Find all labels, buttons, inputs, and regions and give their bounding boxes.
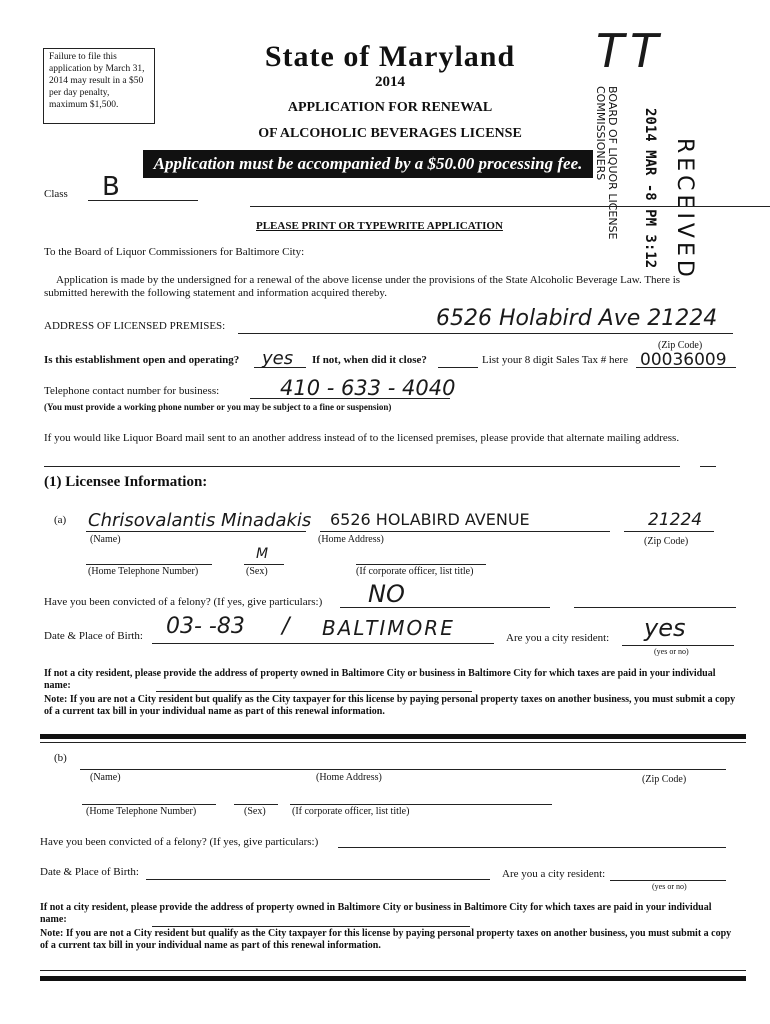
- a-yes-no-label: (yes or no): [654, 647, 689, 656]
- a-nonresident-note: Note: If you are not a City resident but qualify as the City taxpayer for this license by paying personal property taxes on another business, you must submit a copy of a current tax bill in your individual name as part of this renewal information.: [44, 694, 736, 717]
- b-sex-line[interactable]: [234, 804, 278, 805]
- open-value[interactable]: yes: [262, 348, 294, 369]
- a-nonresident-line[interactable]: [156, 691, 472, 692]
- premises-label: ADDRESS OF LICENSED PREMISES:: [44, 320, 226, 332]
- b-phone-line[interactable]: [82, 804, 216, 805]
- intro-paragraph: Application is made by the undersigned for a renewal of the above license under the provisions of the State Alcoholic Beverage Law. There is submitted herewith the following statement and information acquired thereby.: [44, 274, 681, 299]
- b-phone-label: (Home Telephone Number): [86, 806, 197, 817]
- a-dob-label: Date & Place of Birth:: [44, 630, 143, 642]
- licensee-b-marker: (b): [54, 752, 67, 764]
- a-resident-line: [622, 645, 734, 646]
- b-sex-label: (Sex): [244, 806, 266, 817]
- a-dob-line: [152, 643, 494, 644]
- b-name-line[interactable]: [80, 769, 726, 770]
- b-nonresident-line[interactable]: [152, 926, 470, 927]
- a-felony-label: Have you been convicted of a felony? (If yes, give particulars:): [44, 596, 323, 608]
- a-phone-label: (Home Telephone Number): [88, 566, 199, 577]
- b-zip-label: (Zip Code): [642, 774, 687, 785]
- b-resident-label: Are you a city resident:: [502, 868, 606, 880]
- a-address-value[interactable]: 6526 HOLABIRD AVENUE: [330, 510, 530, 529]
- b-dob-line[interactable]: [146, 879, 490, 880]
- application-title: APPLICATION FOR RENEWAL: [287, 100, 493, 115]
- a-felony-value[interactable]: NO: [368, 580, 405, 608]
- a-address-line: [320, 531, 610, 532]
- open-label: Is this establishment open and operating?: [44, 354, 240, 366]
- a-phone-line: [86, 564, 212, 565]
- penalty-notice: Failure to file this application by March 31, 2014 may result in a $50 per day penalty, maximum $1,500.: [43, 48, 155, 124]
- a-sex-label: (Sex): [246, 566, 268, 577]
- phone-label: Telephone contact number for business:: [44, 385, 220, 397]
- a-resident-value[interactable]: yes: [644, 614, 686, 642]
- premises-value[interactable]: 6526 Holabird Ave 21224: [436, 306, 718, 331]
- section-divider-a-thin: [40, 742, 746, 743]
- b-felony-line[interactable]: [338, 847, 726, 848]
- a-name-label: (Name): [90, 534, 121, 545]
- phone-value[interactable]: 410 - 633 - 4040: [280, 376, 456, 400]
- class-label: Class: [44, 188, 68, 200]
- b-yes-no-label: (yes or no): [652, 882, 687, 891]
- b-name-label: (Name): [90, 772, 121, 783]
- a-zip-label: (Zip Code): [644, 536, 689, 547]
- b-felony-label: Have you been convicted of a felony? (If yes, give particulars:): [40, 836, 319, 848]
- b-resident-line[interactable]: [610, 880, 726, 881]
- a-address-label: (Home Address): [318, 534, 384, 545]
- b-address-label: (Home Address): [316, 772, 382, 783]
- received-date-stamp: 2014 MAR -8 PM 3:12: [642, 108, 658, 269]
- licensee-section-title: (1) Licensee Information:: [44, 474, 208, 490]
- mail-note: If you would like Liquor Board mail sent to an another address instead of to the licensed premises, please provide that alternate mailing address.: [44, 432, 680, 444]
- closed-line: [438, 367, 478, 368]
- tax-value[interactable]: 00036009: [640, 350, 727, 370]
- a-nonresident-text: If not a city resident, please provide the address of property owned in Baltimore City or business in Baltimore City for which taxes are paid in your individual name:: [44, 668, 716, 691]
- tax-label: List your 8 digit Sales Tax # here: [482, 354, 628, 366]
- mail-line[interactable]: [44, 466, 680, 467]
- phone-note: (You must provide a working phone number or you may be subject to a fine or suspension): [44, 402, 392, 412]
- premises-zip-label: (Zip Code): [658, 340, 703, 351]
- a-dob-value[interactable]: 03- -83: [166, 614, 245, 639]
- premises-line: [238, 333, 733, 334]
- fee-banner: Application must be accompanied by a $50.00 processing fee.: [143, 150, 593, 178]
- a-officer-label: (If corporate officer, list title): [356, 566, 474, 577]
- b-nonresident-note: Note: If you are not a City resident but qualify as the City taxpayer for this license by paying personal property taxes on another business, you must submit a copy of a current tax bill in your individual name as part of this renewal information.: [40, 928, 732, 951]
- a-name-line: [86, 531, 306, 532]
- a-felony-line-2: [574, 607, 736, 608]
- class-value[interactable]: B: [102, 172, 120, 202]
- top-divider: [250, 206, 770, 207]
- licensee-a-marker: (a): [54, 514, 67, 526]
- section-divider-b-thin: [40, 970, 746, 971]
- section-divider-a: [40, 734, 746, 739]
- a-sex-value[interactable]: M: [256, 546, 269, 562]
- b-officer-label: (If corporate officer, list title): [292, 806, 410, 817]
- a-name-value[interactable]: Chrisovalantis Minadakis: [88, 510, 312, 531]
- b-officer-line[interactable]: [290, 804, 552, 805]
- board-stamp: BOARD OF LIQUOR LICENSE COMMISSIONERS: [594, 86, 619, 240]
- b-dob-label: Date & Place of Birth:: [40, 866, 139, 878]
- received-stamp: RECEIVED: [672, 138, 697, 281]
- a-officer-line: [356, 564, 486, 565]
- print-note: PLEASE PRINT OR TYPEWRITE APPLICATION: [256, 220, 503, 232]
- a-zip-value[interactable]: 21224: [648, 510, 703, 530]
- state-title: State of Maryland: [264, 40, 516, 73]
- mail-line-end: [700, 466, 716, 467]
- form-year: 2014: [375, 74, 405, 90]
- a-birthplace-value[interactable]: BALTIMORE: [322, 616, 455, 640]
- application-subtitle: OF ALCOHOLIC BEVERAGES LICENSE: [258, 126, 522, 141]
- a-resident-label: Are you a city resident:: [506, 632, 610, 644]
- a-dob-separator: /: [282, 614, 290, 639]
- initials-stamp: TT: [596, 24, 665, 78]
- addressee: To the Board of Liquor Commissioners for Baltimore City:: [44, 246, 305, 258]
- b-nonresident-text: If not a city resident, please provide the address of property owned in Baltimore City or business in Baltimore City for which taxes are paid in your individual name:: [40, 902, 712, 925]
- a-sex-line: [244, 564, 284, 565]
- closed-label: If not, when did it close?: [312, 354, 427, 366]
- a-zip-line: [624, 531, 714, 532]
- section-divider-b: [40, 976, 746, 981]
